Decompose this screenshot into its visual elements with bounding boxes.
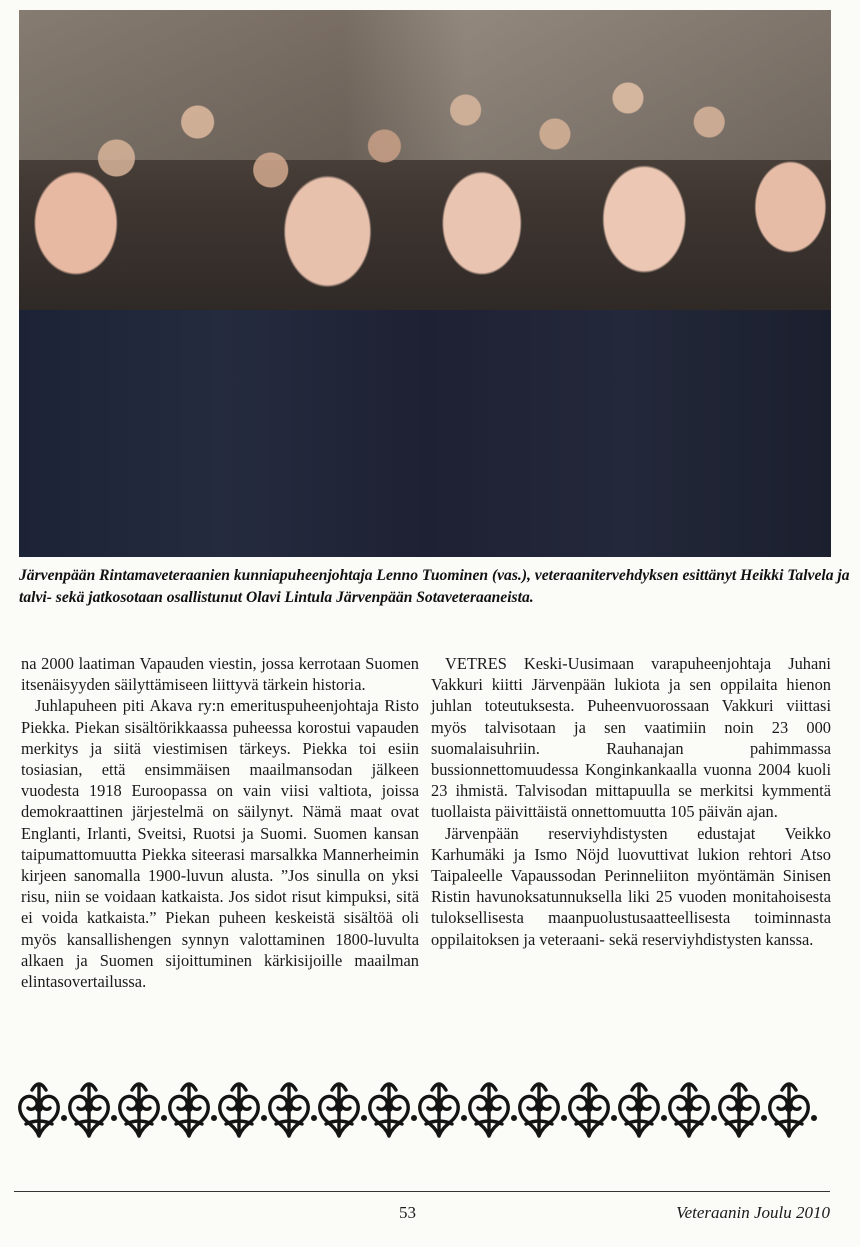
paragraph: VETRES Keski-Uusimaan varapuheenjohtaja Juhani Vakkuri kiitti Järvenpään lukiota ja sen oppilaita hienon juhlan toteutuksesta. Puheenvuorossaan Vakkuri viittasi myös talvisotaan ja sen vaatimiin noin 23 000 suomalaisuhriin. Rauhanajan pahimmassa bussionnettomuudessa Konginkankaalla vuonna 2004 kuoli 23 ihmistä. Talvisodan mittapuulla se merkitsi kymmentä tuollaista päivittäistä onnettomuutta 105 päivän ajan. — [431, 654, 831, 822]
veterans-photo — [19, 10, 831, 557]
paragraph: Juhlapuheen piti Akava ry:n emerituspuheenjohtaja Risto Piekka. Piekan sisältörikkaassa puheessa korostui vapauden merkitys ja siitä viestimisen tärkeys. Piekka toi esiin tosiasian, että ensimmäisen maailmansodan jälkeen vuodesta 1918 Euroopassa on vain viisi valtiota, joissa demokraattinen järjestelmä on säilynyt. Nämä maat ovat Englanti, Irlanti, Sveitsi, Ruotsi ja Suomi. Suomen kansan taipumattomuutta Piekka siteerasi marsalkka Mannerheimin kirjeen sanomalla 1900-luvun alusta. ”Jos sinulla on yksi risu, niin se voidaan katkaista. Jos sidot risut kimpuksi, sitä ei voida katkaista.” Piekan puheen keskeistä sisältöä oli myös kansallishengen synnyn valottaminen 1800-luvulta alkaen ja Suomen sijoittuminen kärkisijoille maailman elintasovertailussa. — [21, 696, 419, 992]
text-column-left — [21, 653, 419, 992]
paragraph: na 2000 laatiman Vapauden viestin, jossa kerrotaan Suomen itsenäisyyden säilyttämiseen liittyvä tärkein historia. — [21, 654, 419, 695]
text-column-right — [431, 653, 831, 950]
magazine-title: Veteraanin Joulu 2010 — [676, 1203, 830, 1222]
photo-caption: Järvenpään Rintamaveteraanien kunniapuheenjohtaja Lenno Tuominen (vas.), veteraanitervehdyksen esittänyt Heikki Talvela ja talvi- sekä jatkosotaan osallistunut Olavi Lintula Järvenpään Sotaveteraaneista. — [19, 567, 850, 606]
photo-veterans-suits — [19, 310, 831, 557]
ornament-pattern — [20, 1084, 817, 1136]
page-number: 53 — [399, 1203, 416, 1222]
footer-rule — [14, 1191, 830, 1192]
paragraph: Järvenpään reserviyhdistysten edustajat Veikko Karhumäki ja Ismo Nöjd luovuttivat lukion rehtori Atso Taipaleelle Vapaussodan Perinneliiton myöntämän Sinisen Ristin havunoksatunnuksella liki 25 vuoden monitahoisesta tuloksellisesta maanpuolustusaatteellisesta toiminnasta oppilaitoksen ja veteraani- sekä reserviyhdistysten kanssa. — [431, 823, 831, 949]
decorative-ornament-border — [14, 1078, 826, 1140]
